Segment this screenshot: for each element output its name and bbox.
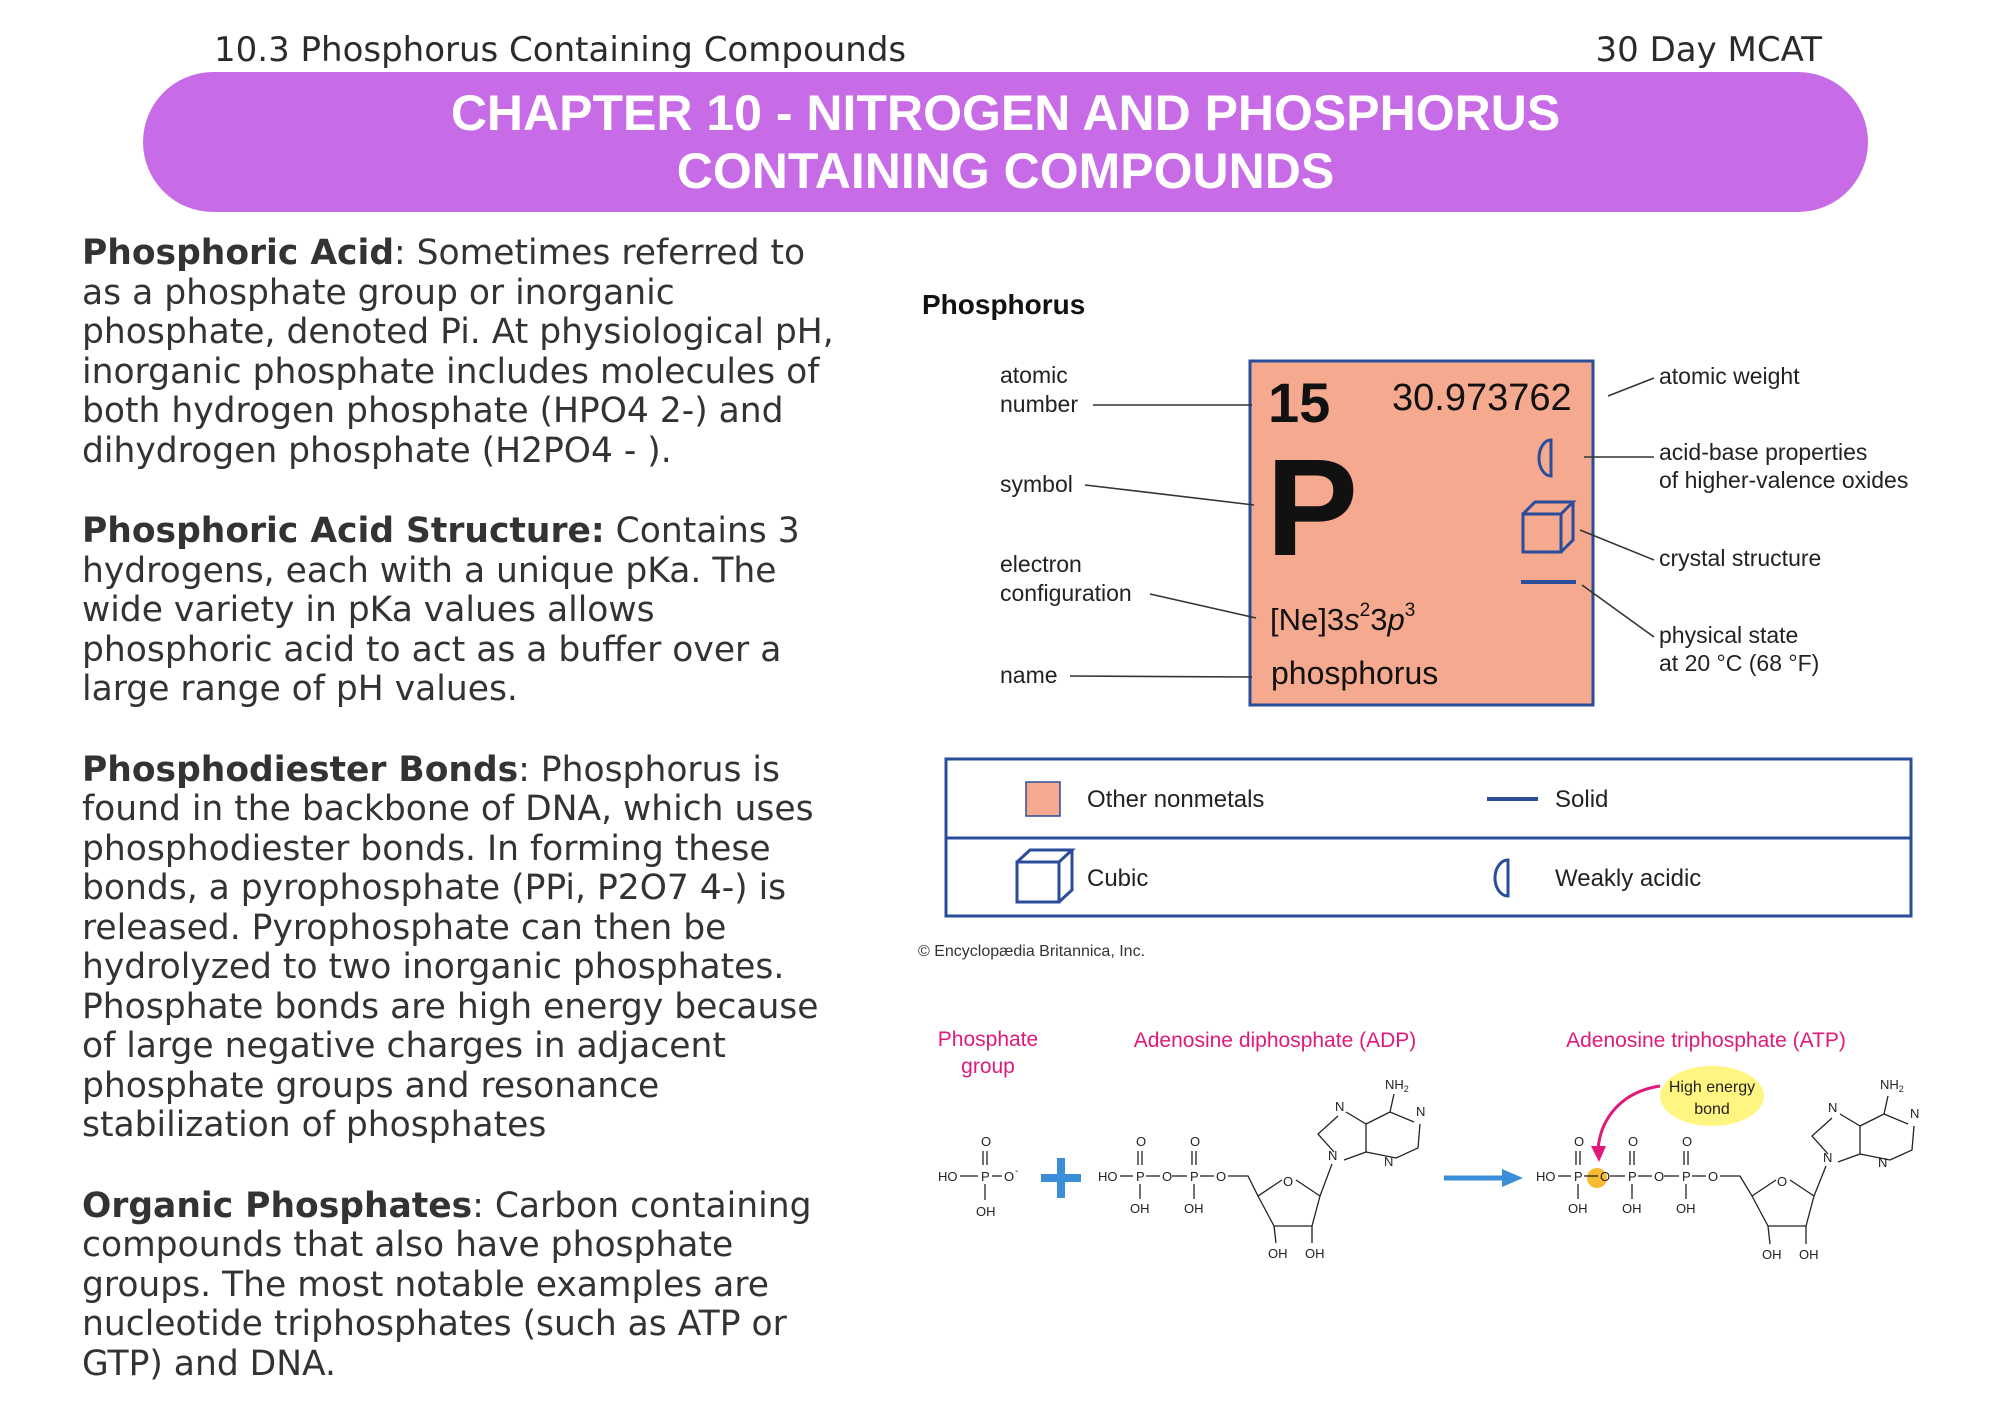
atom-n3: N [1878, 1155, 1888, 1170]
atom-o-top1: O [1136, 1134, 1147, 1149]
atom-n4: N [1823, 1150, 1833, 1165]
atom-oh1: OH [1568, 1201, 1588, 1216]
label-physical-1: physical state [1659, 622, 1799, 648]
label-atomic-number-2: number [1000, 391, 1078, 417]
label-acid-base-2: of higher-valence oxides [1659, 467, 1909, 493]
separator: : [518, 749, 541, 790]
pointer-head [1591, 1146, 1606, 1162]
atom-n1: N [1828, 1100, 1838, 1115]
definition: Phosphorus is found in the backbone of DNA, which uses phosphodiester bonds. In forming these bonds, a pyrophosphate (PPi, P2O7 4-) is released. Pyrophosphate can then be hydrolyzed to two inorganic phosphates. Phosphate bonds are high energy because of large negative charges in adjacent phosphate groups and resonance stabilization of phosphates [82, 749, 819, 1145]
high-energy-label-1: High energy [1668, 1079, 1756, 1096]
atom-o-top3: O [1682, 1134, 1693, 1149]
definition: Contains 3 hydrogens, each with a unique pKa. The wide variety in pKa values allows phosphoric acid to act as a buffer over a large range of pH values. [82, 511, 800, 709]
atom-o-top2: O [1628, 1134, 1639, 1149]
atom-oh2: OH [1622, 1201, 1642, 1216]
chapter-title: CHAPTER 10 - NITROGEN AND PHOSPHORUS CONTAINING COMPOUNDS [450, 85, 1561, 199]
atom-p: P [981, 1169, 990, 1184]
atom-o-top: O [981, 1134, 992, 1149]
config-p: p [1387, 602, 1405, 637]
config-prefix: [Ne]3 [1270, 602, 1345, 637]
atom-p2: P [1190, 1169, 1199, 1184]
atom-o-b2: O [1654, 1169, 1665, 1184]
legend [946, 759, 1911, 916]
atom-o-top2: O [1190, 1134, 1201, 1149]
atom-p1: P [1136, 1169, 1145, 1184]
nh-sub: 2 [1403, 1084, 1409, 1094]
atom-o-ester: O [1708, 1169, 1719, 1184]
label-electron-1: electron [1000, 551, 1082, 577]
electron-configuration [1270, 600, 1415, 637]
element-symbol: P [1266, 431, 1359, 585]
atom-nh2 [1880, 1077, 1904, 1094]
nh-sub: 2 [1898, 1084, 1904, 1094]
label-atomic-number-1: atomic [1000, 362, 1068, 388]
label-crystal: crystal structure [1659, 545, 1822, 571]
config-p-exp: 3 [1404, 600, 1416, 621]
config-s-exp: 2 [1359, 600, 1371, 621]
label-electron-2: configuration [1000, 580, 1132, 606]
separator: : [394, 233, 417, 273]
element-name: phosphorus [1271, 655, 1439, 691]
atom-oh: OH [976, 1204, 996, 1219]
reaction-arrow [1444, 1169, 1523, 1187]
atom-oh3: OH [1676, 1201, 1696, 1216]
legend-solid: Solid [1555, 786, 1609, 813]
label-physical-2: at 20 °C (68 °F) [1659, 650, 1820, 676]
atom-ho: HO [938, 1169, 958, 1184]
atom-nh2 [1385, 1077, 1409, 1094]
atom-n2: N [1910, 1106, 1920, 1121]
term: Phosphoric Acid [82, 233, 395, 273]
atomic-weight: 30.973762 [1392, 377, 1572, 419]
right-labels [1659, 363, 1908, 676]
atom-n4: N [1328, 1148, 1338, 1163]
high-energy-label-2: bond [1694, 1101, 1730, 1118]
label-symbol: symbol [1000, 471, 1073, 497]
atom-oh-ribose1: OH [1268, 1246, 1288, 1261]
book-title: 30 Day MCAT [1595, 30, 1822, 70]
legend-weakly-acidic: Weakly acidic [1555, 865, 1702, 892]
config-s: s [1344, 602, 1360, 637]
phosphate-molecule [938, 1134, 1018, 1219]
atomic-number: 15 [1268, 371, 1331, 434]
adp-molecule [1098, 1077, 1425, 1261]
label-name: name [1000, 662, 1058, 688]
atp-label: Adenosine triphosphate (ATP) [1566, 1029, 1846, 1052]
atom-oh1: OH [1130, 1201, 1150, 1216]
charge-minus: - [1015, 1166, 1019, 1177]
term: Organic Phosphates [82, 1185, 473, 1226]
label-acid-base-1: acid-base properties [1659, 439, 1868, 465]
atom-oh-ribose2: OH [1799, 1247, 1819, 1262]
atom-o-bridge: O [1162, 1169, 1173, 1184]
section-title: 10.3 Phosphorus Containing Compounds [214, 30, 907, 70]
atom-o-ring: O [1283, 1174, 1294, 1189]
atom-n3: N [1384, 1154, 1394, 1169]
nh-text: NH [1385, 1077, 1404, 1092]
atom-oh-ribose1: OH [1762, 1247, 1782, 1262]
atom-o-b1: O [1600, 1169, 1611, 1184]
atom-ho: HO [1536, 1169, 1556, 1184]
nonmetal-swatch [1026, 782, 1060, 816]
element-heading: Phosphorus [922, 289, 1086, 320]
definition: Sometimes referred to as a phosphate group or inorganic phosphate, denoted Pi. At physiological pH, inorganic phosphate includes molecules of both hydrogen phosphate (HPO4 2-) and dihydrogen phosphate (H2PO4 - ). [82, 233, 834, 471]
left-labels [1000, 362, 1132, 688]
atom-o-ring: O [1777, 1174, 1788, 1189]
atom-o-top1: O [1574, 1134, 1585, 1149]
atom-o-ester: O [1216, 1169, 1227, 1184]
plus-icon [1041, 1158, 1081, 1198]
nh-text: NH [1880, 1077, 1899, 1092]
label-atomic-weight: atomic weight [1659, 363, 1800, 389]
adp-label: Adenosine diphosphate (ADP) [1133, 1029, 1417, 1052]
atom-n2: N [1416, 1104, 1426, 1119]
atp-molecule [1536, 1066, 1919, 1262]
credit-line: © Encyclopædia Britannica, Inc. [918, 943, 1146, 960]
atom-oh-ribose2: OH [1305, 1246, 1325, 1261]
separator: : [472, 1185, 495, 1226]
atom-p3: P [1682, 1169, 1691, 1184]
atom-ho: HO [1098, 1169, 1118, 1184]
atom-p2: P [1628, 1169, 1637, 1184]
term: Phosphoric Acid Structure: [82, 511, 605, 551]
left-leader-lines [1070, 405, 1256, 677]
legend-cubic: Cubic [1087, 865, 1149, 892]
atom-oh2: OH [1184, 1201, 1204, 1216]
atom-n1: N [1335, 1099, 1345, 1114]
config-mid: 3 [1370, 602, 1388, 637]
atom-o: O [1004, 1169, 1015, 1184]
legend-other-nonmetals: Other nonmetals [1087, 786, 1265, 813]
atom-p1: P [1574, 1169, 1583, 1184]
definition: Carbon containing compounds that also have phosphate groups. The most notable examples are nucleotide triphosphates (such as ATP or GTP) and DNA. [82, 1185, 812, 1384]
phosphate-label-1: Phosphate [937, 1028, 1039, 1051]
term: Phosphodiester Bonds [82, 749, 519, 790]
phosphate-label-2: group [961, 1055, 1015, 1078]
